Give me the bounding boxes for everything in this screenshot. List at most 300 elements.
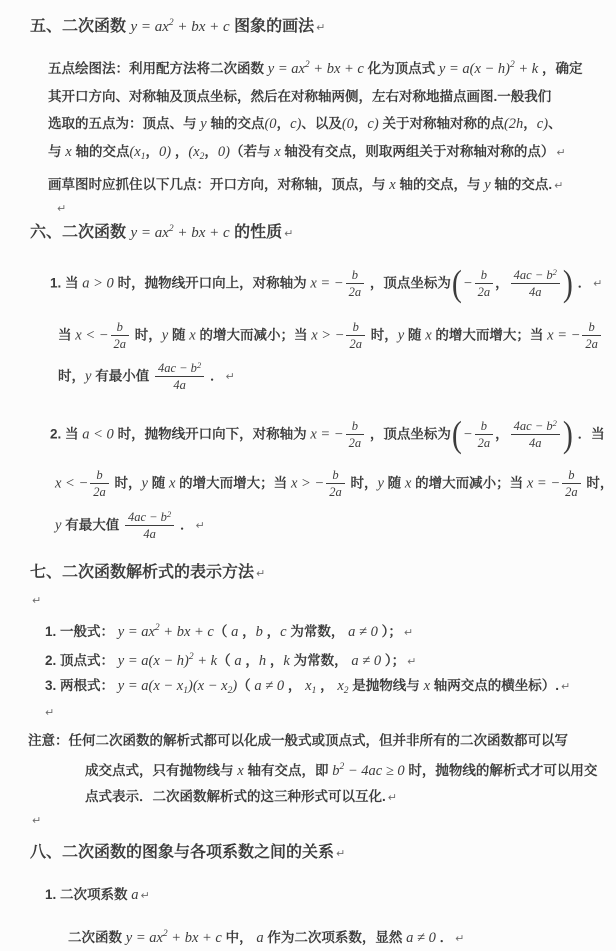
fraction-denominator [475, 283, 494, 300]
superscript: 2 [552, 417, 557, 428]
fraction-denominator [90, 483, 109, 500]
fraction-numerator [111, 319, 130, 335]
fraction-numerator [475, 267, 494, 283]
math-span: k [283, 653, 290, 669]
fraction-denominator [582, 335, 601, 352]
fraction-numerator [155, 360, 204, 376]
text-span: ）； [377, 624, 402, 639]
text-span: 图象的画法 [229, 18, 315, 35]
fraction [562, 467, 581, 501]
section-6-heading [30, 218, 616, 245]
math-span: y = ax [117, 624, 155, 640]
text-span: 时，抛物线开口向上，对称轴为 [113, 275, 311, 291]
section-5-paragraph [0, 52, 616, 199]
text-span: 轴没有交点，则取两组关于对称轴对称的点） [280, 144, 555, 159]
return-mark-icon: ↵ [57, 202, 67, 215]
math-span: x = − [526, 475, 561, 492]
text-span: 八、二次函数的图象与各项系数之间的关系 [30, 844, 335, 861]
return-mark-icon: ↵ [407, 655, 417, 668]
math-span: 4a [529, 435, 542, 450]
math-span: − [462, 425, 473, 442]
math-span: (0 [264, 116, 277, 132]
text-span: 、 [548, 116, 562, 131]
fraction [475, 267, 494, 301]
superscript: 2 [168, 224, 174, 234]
math-span: 4a [173, 378, 186, 393]
math-span: + k [193, 653, 218, 669]
text-span: ， [262, 624, 281, 639]
text-span: 时， [582, 475, 614, 491]
fraction-denominator [326, 483, 345, 500]
text-span: 时，抛物线开口向下，对称轴为 [113, 425, 311, 441]
math-span: (x [129, 144, 141, 160]
text-span: 随 [404, 326, 426, 342]
text-span: 时， [366, 326, 398, 342]
math-span: b [568, 468, 575, 482]
math-span: 2a [477, 435, 491, 450]
text-span: 五、二次函数 [30, 18, 131, 35]
math-span: c) [367, 116, 379, 132]
fraction [475, 418, 494, 452]
text-span: 时， [110, 475, 142, 491]
math-span: y [55, 516, 62, 533]
math-span: h [258, 653, 267, 669]
math-span: − 4ac ≥ 0 [344, 763, 405, 779]
math-span: x < − [75, 326, 109, 343]
math-span: 4ac − b [127, 509, 167, 524]
return-mark-icon: ↵ [316, 21, 326, 34]
math-span: a ≠ 0 [351, 653, 382, 669]
return-mark-icon: ↵ [32, 814, 42, 827]
section-8-heading [30, 842, 616, 865]
math-span: 4ac − b [157, 361, 197, 375]
superscript: 2 [166, 508, 172, 519]
list-item [45, 616, 616, 645]
text-span: ）； [381, 653, 406, 668]
text-span: 成交点式，只有抛物线与 [85, 763, 238, 778]
paragraph-mark-line [43, 703, 616, 722]
text-span: （ [217, 653, 235, 668]
text-line [50, 412, 616, 458]
fraction [155, 360, 204, 394]
math-span: y = ax [125, 930, 163, 946]
text-line [48, 52, 616, 83]
text-line [85, 754, 616, 784]
text-span: 时， [58, 368, 85, 384]
fraction [511, 418, 560, 452]
math-span: 2a [93, 485, 106, 500]
paragraph-mark-line [30, 811, 616, 830]
text-span: 的性质 [229, 224, 283, 241]
fraction-numerator [90, 467, 109, 483]
superscript: 2 [168, 18, 174, 28]
list-item [45, 645, 616, 674]
math-span: + bx + c [309, 61, 364, 77]
math-span: a [234, 653, 242, 669]
math-span: 2a [585, 336, 598, 351]
text-span: 2. 顶点式： [45, 653, 118, 668]
superscript: 2 [510, 60, 515, 70]
fraction [326, 467, 345, 501]
fraction-denominator [155, 376, 204, 393]
text-span: ， [241, 653, 259, 668]
text-span: 点式表示．二次函数解析式的这三种形式可以互化. [85, 789, 386, 804]
text-span: 随 [168, 326, 190, 342]
text-span: 时，抛物线的解析式才可以用交 [404, 763, 598, 778]
paragraph-mark-line [30, 591, 616, 610]
math-span: 2a [348, 285, 362, 300]
left-paren: ( [451, 263, 462, 305]
fraction-denominator [562, 483, 581, 500]
math-span: 4ac − b [513, 418, 553, 433]
fraction-numerator [475, 418, 494, 434]
fraction-numerator [346, 418, 365, 434]
math-span: a ≠ 0 [348, 624, 378, 640]
fraction-numerator [582, 319, 601, 335]
math-span: 2a [329, 485, 342, 500]
text-span: 的增大而减小；当 [195, 326, 312, 342]
text-span: 六、二次函数 [30, 224, 131, 241]
superscript: 2 [304, 60, 310, 70]
math-span: c) [536, 116, 549, 132]
text-span: 二次函数 [68, 930, 126, 945]
math-span: x [337, 678, 344, 694]
math-span: b [480, 268, 488, 282]
return-mark-icon: ↵ [256, 567, 266, 580]
math-span: 4a [143, 526, 156, 541]
math-span: x [423, 678, 430, 694]
fraction-denominator [511, 434, 560, 451]
section-5-heading [30, 12, 616, 39]
text-span: ， [145, 144, 159, 159]
math-span: 2a [348, 435, 362, 450]
math-span: c) [290, 116, 302, 132]
fraction [582, 319, 601, 353]
text-span: 1. 当 [50, 275, 83, 291]
text-span: ， [495, 275, 509, 291]
fraction-numerator [346, 267, 365, 283]
math-span: b [332, 763, 340, 779]
text-span: ， [204, 144, 218, 159]
math-span: b [351, 418, 358, 433]
text-line [85, 784, 616, 811]
text-span: 1. 二次项系数 [45, 887, 132, 902]
subscript: 2 [227, 686, 233, 696]
math-span: a [256, 930, 264, 946]
subscript: 1 [311, 686, 317, 696]
math-span: y = ax [267, 61, 305, 77]
return-mark-icon: ↵ [336, 847, 346, 860]
text-span: ， [523, 116, 537, 131]
math-span: (0 [341, 116, 354, 132]
fraction-denominator [125, 525, 174, 542]
math-span: a [231, 624, 239, 640]
text-span: ． [176, 516, 194, 532]
fraction-numerator [326, 467, 345, 483]
text-span: 当 [58, 326, 76, 342]
math-span: 4ac − b [513, 268, 553, 282]
text-span: 轴两交点的横坐标）. [430, 678, 560, 693]
text-line [48, 171, 616, 199]
superscript: 2 [196, 360, 202, 370]
text-line [58, 315, 616, 357]
math-span: + bx + c [173, 225, 230, 241]
text-span: ． [435, 930, 454, 945]
fraction [346, 319, 365, 353]
text-span: 五点绘图法：利用配方法将二次函数 [48, 61, 268, 76]
section-8-paragraph [68, 922, 616, 951]
text-span: ， [316, 678, 338, 693]
text-span: 随 [147, 475, 169, 491]
math-span: b [116, 319, 123, 334]
text-span: 轴的交点 [71, 144, 130, 159]
math-span: b [332, 468, 339, 482]
math-span: 0) [217, 144, 230, 160]
right-paren: ) [562, 413, 573, 455]
fraction-denominator [511, 283, 560, 300]
section-8-item [45, 883, 616, 908]
paragraph-mark-line [55, 199, 616, 218]
text-line [48, 83, 616, 110]
math-span: y [161, 326, 169, 343]
fraction [346, 418, 365, 452]
fraction-numerator [346, 319, 365, 335]
subscript: 1 [140, 152, 146, 162]
section-7-heading [30, 562, 616, 585]
fraction [125, 509, 174, 543]
section-7-note [0, 728, 616, 811]
math-span: (x [188, 144, 200, 160]
text-span: ，顶点坐标为 [366, 275, 451, 291]
math-span: b [255, 624, 263, 640]
text-span: 轴的交点. [490, 177, 553, 192]
fraction [346, 267, 365, 301]
math-span: x [168, 475, 176, 492]
text-span: 时， [346, 475, 378, 491]
text-span: ． [206, 368, 224, 384]
math-span: x [65, 144, 72, 160]
fraction [90, 467, 109, 501]
math-span: + bx + c [173, 19, 230, 35]
text-span: ， [284, 678, 306, 693]
return-mark-icon: ↵ [45, 706, 55, 719]
text-span: 中， [221, 930, 257, 945]
math-span: a ≠ 0 [406, 930, 436, 946]
math-span: )(x − x [187, 678, 228, 694]
math-span: y [200, 116, 207, 132]
text-span: 的增大而增大；当 [175, 475, 291, 491]
fraction-denominator [111, 335, 130, 352]
text-line [48, 138, 616, 171]
text-span: 时， [131, 326, 162, 342]
section-6-item-2 [0, 412, 616, 547]
text-line [55, 505, 616, 547]
text-span: 3. 两根式： [45, 678, 118, 693]
text-span: 1. 一般式： [45, 624, 118, 639]
text-span: 化为顶点式 [363, 61, 439, 76]
math-span: x [237, 763, 244, 779]
text-span: ， [238, 624, 256, 639]
text-span: 作为二次项系数，显然 [263, 930, 407, 945]
math-span: x [425, 326, 432, 343]
math-span: a < 0 [82, 425, 114, 442]
math-span: y [141, 475, 148, 492]
math-span: b [352, 319, 359, 334]
superscript: 2 [154, 623, 160, 633]
return-mark-icon: ↵ [554, 179, 564, 192]
return-mark-icon: ↵ [195, 518, 205, 532]
text-span: 的增大而减小；当 [411, 475, 527, 491]
math-span: x [305, 678, 312, 694]
math-span: y = a(x − x [117, 678, 184, 694]
math-span: 2a [477, 285, 491, 300]
math-span: + bx + c [159, 624, 214, 640]
text-span: （ [213, 624, 232, 639]
return-mark-icon: ↵ [556, 146, 566, 159]
text-span: 是抛物线与 [348, 678, 424, 693]
return-mark-icon: ↵ [403, 626, 414, 639]
text-span: 其开口方向、对称轴及顶点坐标，然后在对称轴两侧，左右对称地描点画图.一般我们 [48, 89, 552, 104]
math-span: + bx + c [167, 930, 222, 946]
fraction-numerator [511, 418, 560, 434]
return-mark-icon: ↵ [593, 277, 603, 291]
section-6-item-1 [0, 261, 616, 398]
return-mark-icon: ↵ [284, 227, 294, 240]
fraction-denominator [346, 335, 365, 352]
subscript: 1 [183, 686, 188, 696]
math-span: y [484, 177, 491, 193]
text-span: 有最小值 [91, 368, 153, 384]
text-span: 轴有交点，即 [243, 763, 333, 778]
return-mark-icon: ↵ [32, 594, 42, 607]
text-span: ． [573, 275, 592, 291]
text-span: ．当 [573, 425, 605, 441]
math-span: b [480, 418, 488, 433]
return-mark-icon: ↵ [561, 680, 571, 693]
fraction-denominator [346, 283, 365, 300]
math-span: (2h [503, 116, 524, 132]
text-span: 选取的五点为：顶点、与 [48, 116, 201, 131]
text-span: （ [237, 678, 255, 693]
superscript: 2 [162, 929, 168, 939]
superscript: 2 [552, 267, 557, 277]
math-span: ) [232, 678, 238, 694]
fraction-denominator [346, 434, 365, 451]
right-paren: ) [562, 263, 573, 305]
math-span: 2a [113, 336, 127, 351]
subscript: 2 [199, 152, 205, 162]
text-span: 2. 当 [50, 425, 83, 441]
math-span: x [389, 177, 396, 193]
math-span: b [351, 268, 358, 282]
math-span: 2a [349, 336, 362, 351]
math-span: y = a(x − h) [117, 653, 189, 669]
text-span: ， [353, 116, 368, 131]
return-mark-icon: ↵ [455, 932, 465, 945]
return-mark-icon: ↵ [387, 791, 397, 804]
text-span: ，确定 [538, 61, 583, 76]
text-span: 关于对称轴对称的点 [378, 116, 504, 131]
math-span: a > 0 [82, 275, 114, 292]
text-span: ， [276, 116, 291, 131]
left-paren: ( [451, 413, 462, 455]
text-span: 轴的交点，与 [395, 177, 485, 192]
text-span: 画草图时应抓住以下几点：开口方向，对称轴，顶点，与 [48, 177, 390, 192]
math-span: 4a [529, 285, 542, 300]
text-span: 轴的交点 [206, 116, 265, 131]
math-span: x [274, 144, 281, 160]
math-span: 0) [158, 144, 172, 160]
return-mark-icon: ↵ [140, 889, 150, 902]
text-line [50, 261, 616, 307]
fraction [511, 267, 560, 301]
fraction-numerator [125, 509, 174, 525]
math-span: 2a [565, 485, 578, 500]
superscript: 2 [339, 762, 345, 772]
math-span: x > − [311, 326, 345, 343]
math-span: x = − [310, 425, 344, 442]
math-span: y [85, 368, 92, 385]
math-span: x > − [290, 475, 325, 492]
fraction-denominator [475, 434, 494, 451]
fraction [111, 319, 130, 353]
text-span: ， [266, 653, 284, 668]
math-span: y = ax [130, 225, 169, 241]
math-span: b [588, 319, 595, 334]
text-line [58, 356, 616, 398]
superscript: 2 [188, 652, 194, 662]
math-span: y = a(x − h) [438, 61, 510, 77]
math-span: x [404, 475, 412, 492]
math-span: y [397, 326, 405, 343]
math-span: a [131, 887, 139, 903]
math-span: x = − [547, 326, 581, 343]
math-span: a ≠ 0 [254, 678, 285, 694]
math-span: x < − [55, 475, 89, 492]
math-span: x = − [310, 275, 344, 292]
math-span: x [189, 326, 196, 343]
text-span: 随 [383, 475, 405, 491]
text-line [48, 110, 616, 138]
text-span: ， [495, 425, 509, 441]
subscript: 2 [343, 686, 349, 696]
text-span: 与 [48, 144, 66, 159]
fraction-numerator [511, 267, 560, 283]
text-span: 为常数， [286, 624, 349, 639]
math-span: y [377, 475, 384, 492]
text-span: 有最大值 [61, 516, 123, 532]
text-span: ， [171, 144, 189, 159]
text-span: 注意：任何二次函数的解析式都可以化成一般式或顶点式，但并非所有的二次函数都可以写 [28, 733, 568, 748]
math-span: − [462, 275, 473, 292]
text-span: 、以及 [301, 116, 342, 131]
text-line [55, 463, 616, 505]
text-line [28, 728, 616, 754]
text-span: 七、二次函数解析式的表示方法 [30, 564, 255, 581]
return-mark-icon: ↵ [225, 370, 235, 384]
text-span: （若与 [229, 144, 275, 159]
text-span: 的增大而增大；当 [431, 326, 548, 342]
text-span: 为常数， [289, 653, 352, 668]
text-span: ，顶点坐标为 [366, 425, 451, 441]
section-7-list [0, 616, 616, 703]
math-span: b [96, 468, 103, 482]
math-span: y = ax [130, 19, 169, 35]
math-span: + k [514, 61, 539, 77]
math-span: c [280, 624, 287, 640]
list-item [45, 674, 616, 703]
fraction-numerator [562, 467, 581, 483]
